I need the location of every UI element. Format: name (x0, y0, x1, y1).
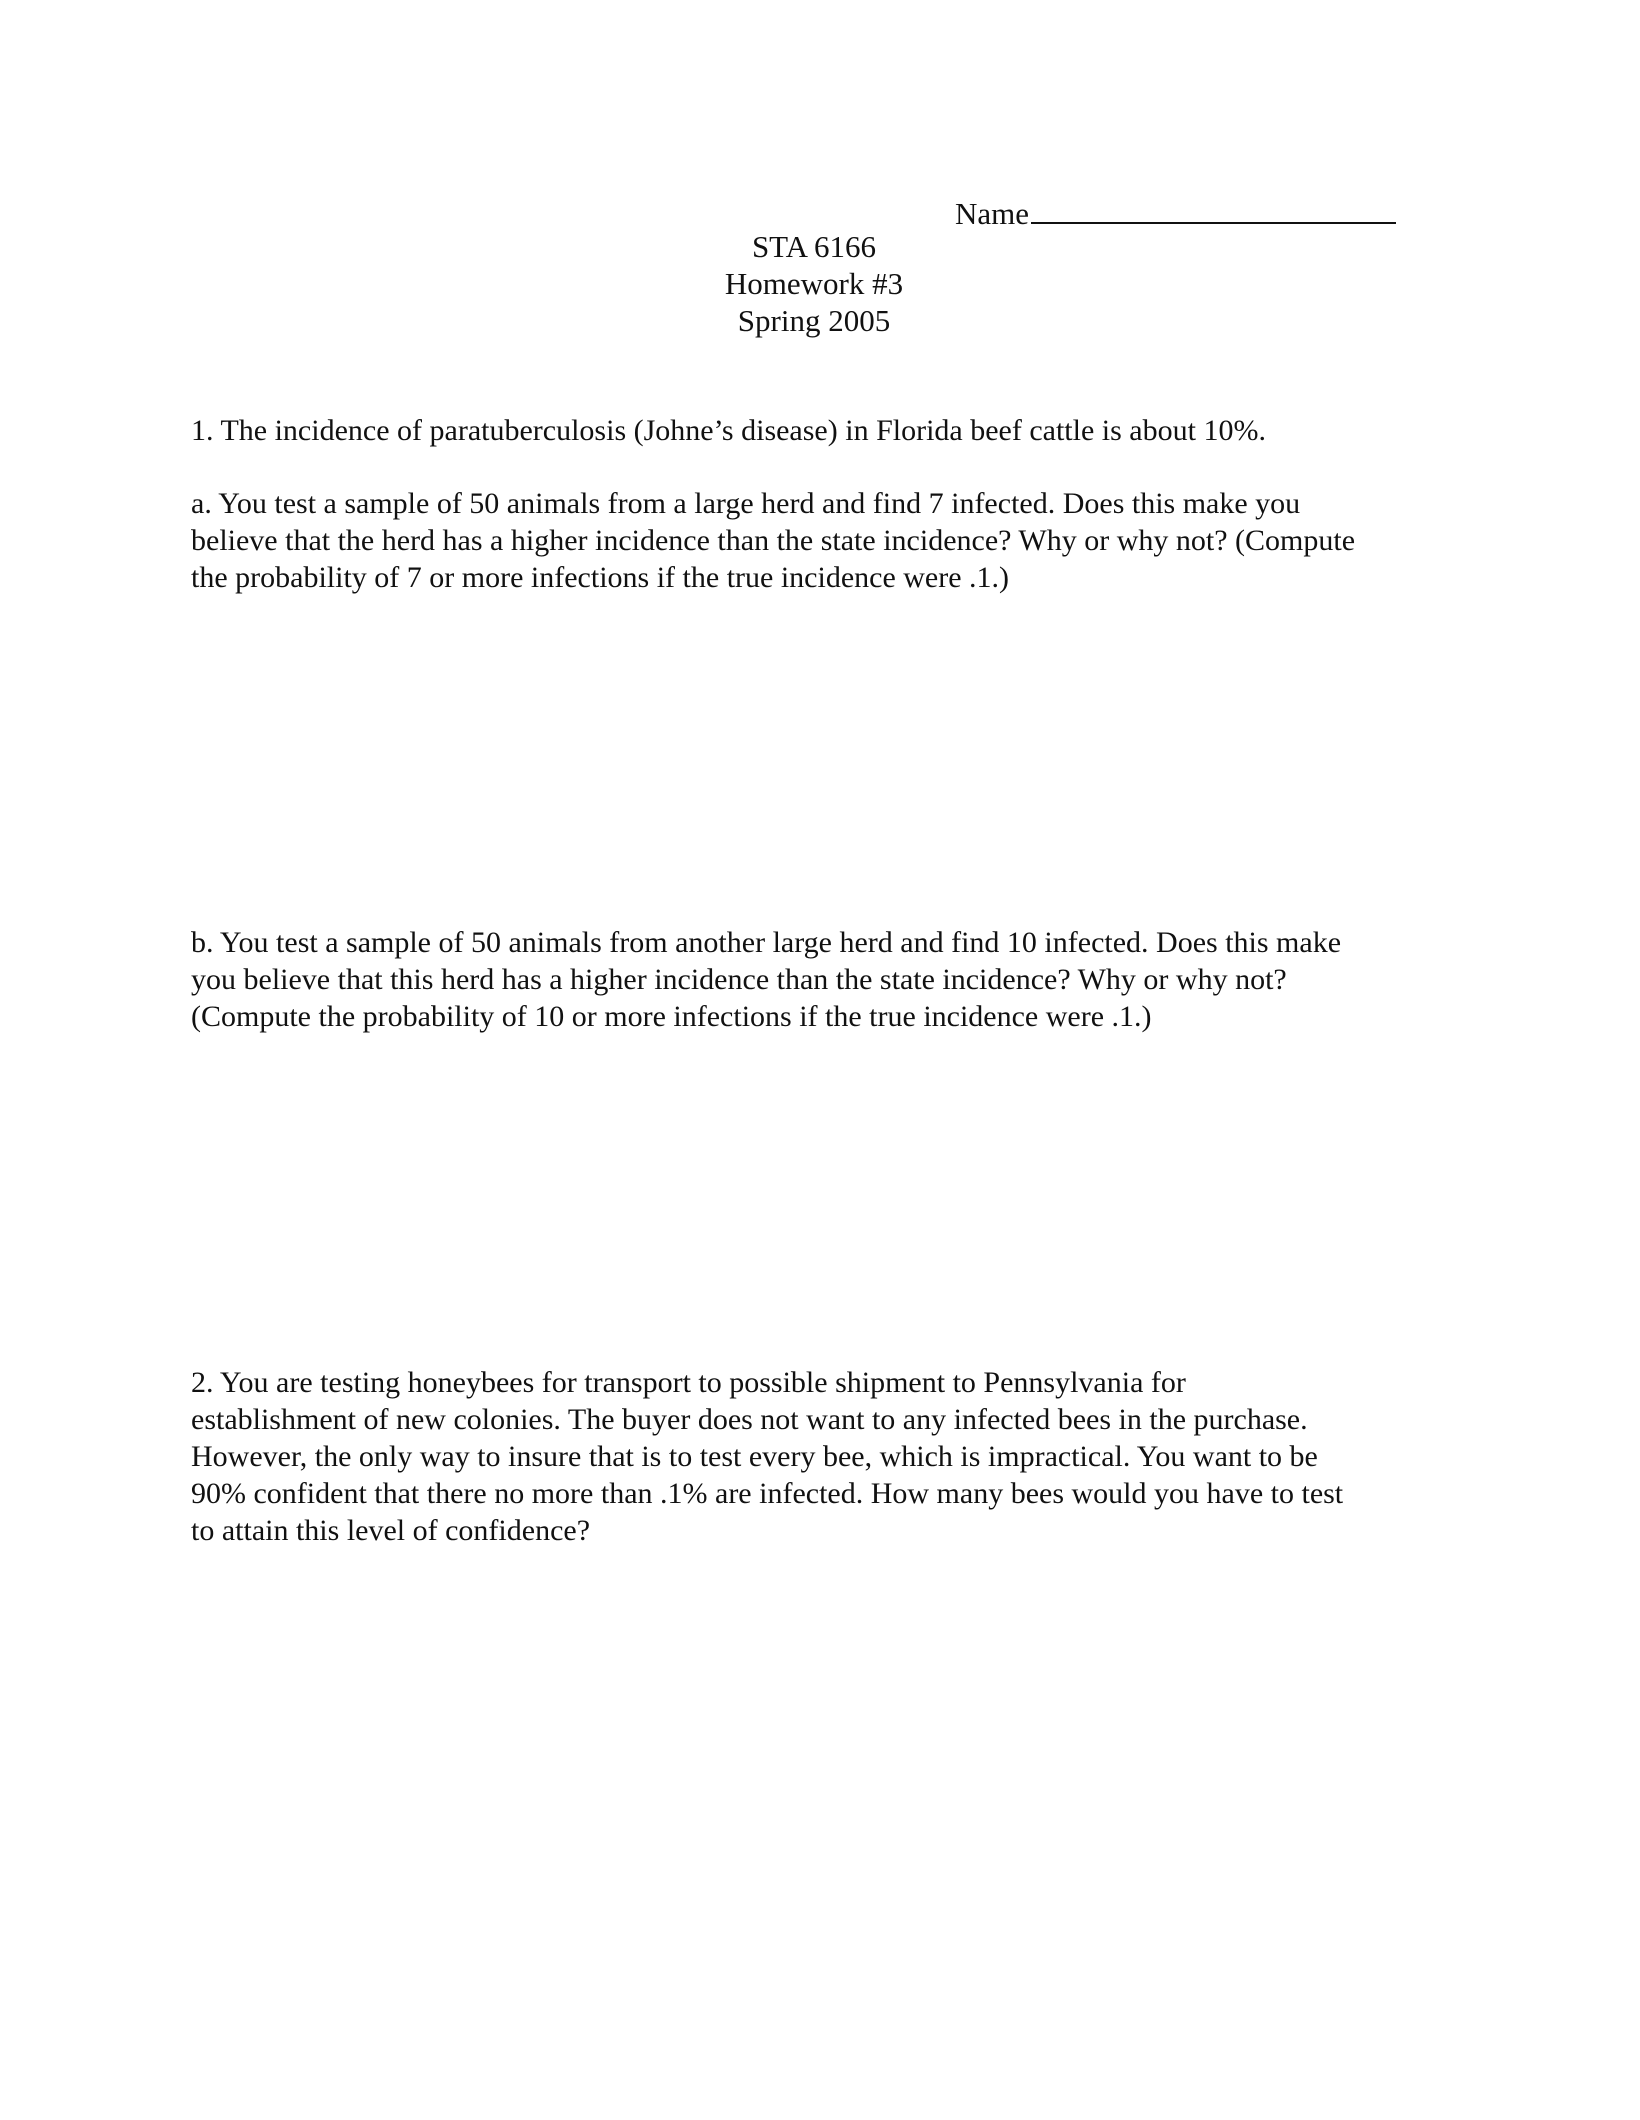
course-code: STA 6166 (751, 229, 877, 264)
document-header (614, 228, 1014, 339)
term: Spring 2005 (737, 303, 891, 338)
name-field (955, 192, 1396, 233)
question-1-intro: 1. The incidence of paratuberculosis (Johne’s disease) in Florida beef cattle is about 10%. (191, 414, 1266, 447)
name-label: Name (955, 196, 1030, 231)
assignment-title: Homework #3 (724, 266, 904, 301)
question-1a: a. You test a sample of 50 animals from a large herd and find 7 infected. Does this make you believe that the herd has a higher incidence than the state incidence? Why or why not? (Compute the probability of 7 or more infections if the true incidence were .1.) (191, 487, 1356, 594)
name-blank-line (1031, 192, 1396, 224)
question-1b: b. You test a sample of 50 animals from another large herd and find 10 infected. Does this make you believe that this herd has a higher incidence than the state incidence? Why or why not? (Compute the probability of 10 or more infections if the true incidence were .1.) (191, 926, 1342, 1033)
question-2: 2. You are testing honeybees for transport to possible shipment to Pennsylvania for establishment of new colonies. The buyer does not want to any infected bees in the purchase. However, the only way to insure that is to test every bee, which is impractical. You want to be 90% confident that there no more than .1% are infected. How many bees would you have to test to attain this level of confidence? (191, 1366, 1344, 1547)
